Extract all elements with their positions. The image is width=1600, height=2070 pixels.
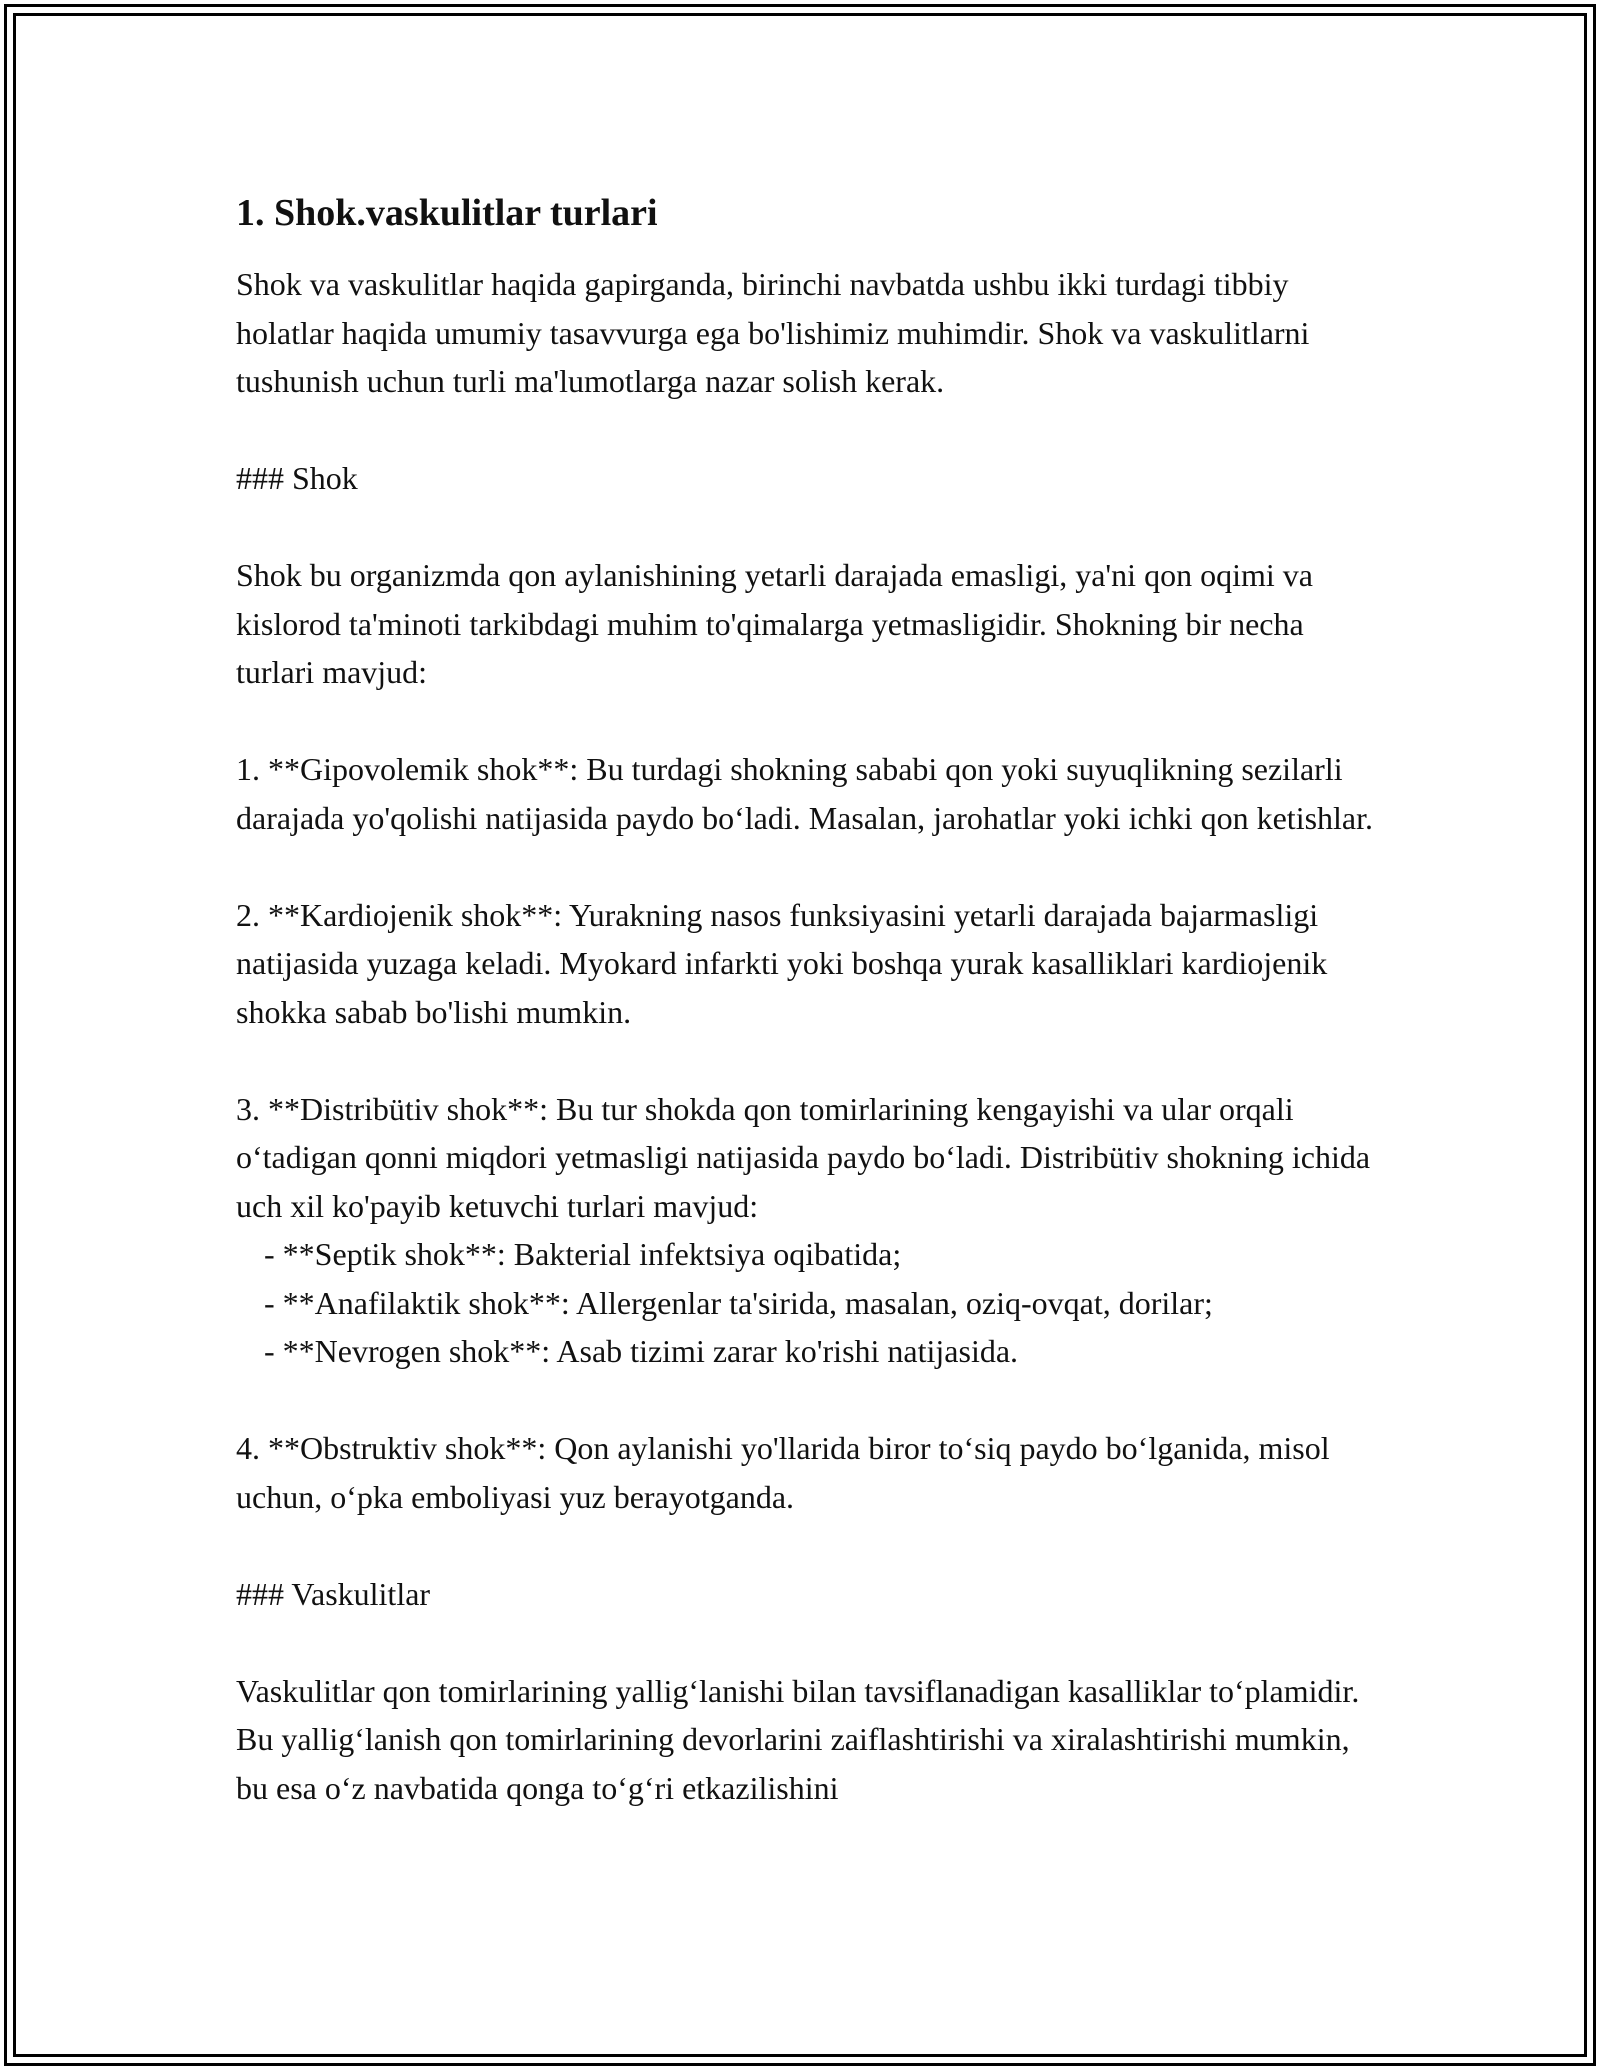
intro-paragraph: Shok va vaskulitlar haqida gapirganda, birinchi navbatda ushbu ikki turdagi tibbiy holatlar haqida umumiy tasavvurga ega bo'lishimiz muhimdir. Shok va vaskulitlarni tushunish uchun turli ma'lumotlarga nazar solish kerak. <box>236 266 1318 399</box>
vaskulitlar-paragraph: Vaskulitlar qon tomirlarining yallig‘lanishi bilan tavsiflanadigan kasalliklar to‘plamidir. Bu yallig‘lanish qon tomirlarining devorlarini zaiflashtirishi va xiralashtirishi mumkin, bu esa o‘z navbatida qonga to‘g‘ri etkazilishini <box>236 1672 1368 1806</box>
vaskulitlar-heading: ### Vaskulitlar <box>236 1575 431 1612</box>
list-item-obstruktiv: 4. **Obstruktiv shok**: Qon aylanishi yo'llarida biror to‘siq paydo bo‘lganida, misol uchun, o‘pka emboliyasi yuz berayotganda. <box>236 1430 1338 1515</box>
document-title: 1. Shok.vaskulitlar turlari <box>236 192 658 234</box>
sub-item-anafilaktik: - **Anafilaktik shok**: Allergenlar ta'sirida, masalan, oziq-ovqat, dorilar; <box>264 1284 1213 1321</box>
document-page <box>236 188 1379 1861</box>
shok-heading: ### Shok <box>236 460 358 496</box>
sub-item-nevrogen: - **Nevrogen shok**: Asab tizimi zarar ko'rishi natijasida. <box>264 1333 1019 1369</box>
list-item-kardiojenik: 2. **Kardiojenik shok**: Yurakning nasos funksiyasini yetarli darajada bajarmasligi natijasida yuzaga keladi. Myokard infarkti yoki boshqa yurak kasalliklari kardiojenik shokka sabab bo'lishi mumkin. <box>236 896 1336 1030</box>
sub-item-septik: - **Septik shok**: Bakterial infektsiya oqibatida; <box>264 1236 902 1272</box>
list-item-gipovolemik: 1. **Gipovolemik shok**: Bu turdagi shokning sababi qon yoki suyuqlikning sezilarli darajada yo'qolishi natijasida paydo bo‘ladi. Masalan, jarohatlar yoki ichki qon ketishlar. <box>236 751 1374 836</box>
list-item-distributiv-block <box>236 1085 1379 1376</box>
list-item-distributiv: 3. **Distribütiv shok**: Bu tur shokda qon tomirlarining kengayishi va ular orqali o‘tadigan qonni miqdori yetmasligi natijasida paydo bo‘ladi. Distribütiv shokning ichida uch xil ko'payib ketuvchi turlari mavjud: <box>236 1090 1379 1224</box>
shok-intro-paragraph: Shok bu organizmda qon aylanishining yetarli darajada emasligi, ya'ni qon oqimi va kislorod ta'minoti tarkibdagi muhim to'qimalarga yetmasligidir. Shokning bir necha turlari mavjud: <box>236 557 1321 690</box>
